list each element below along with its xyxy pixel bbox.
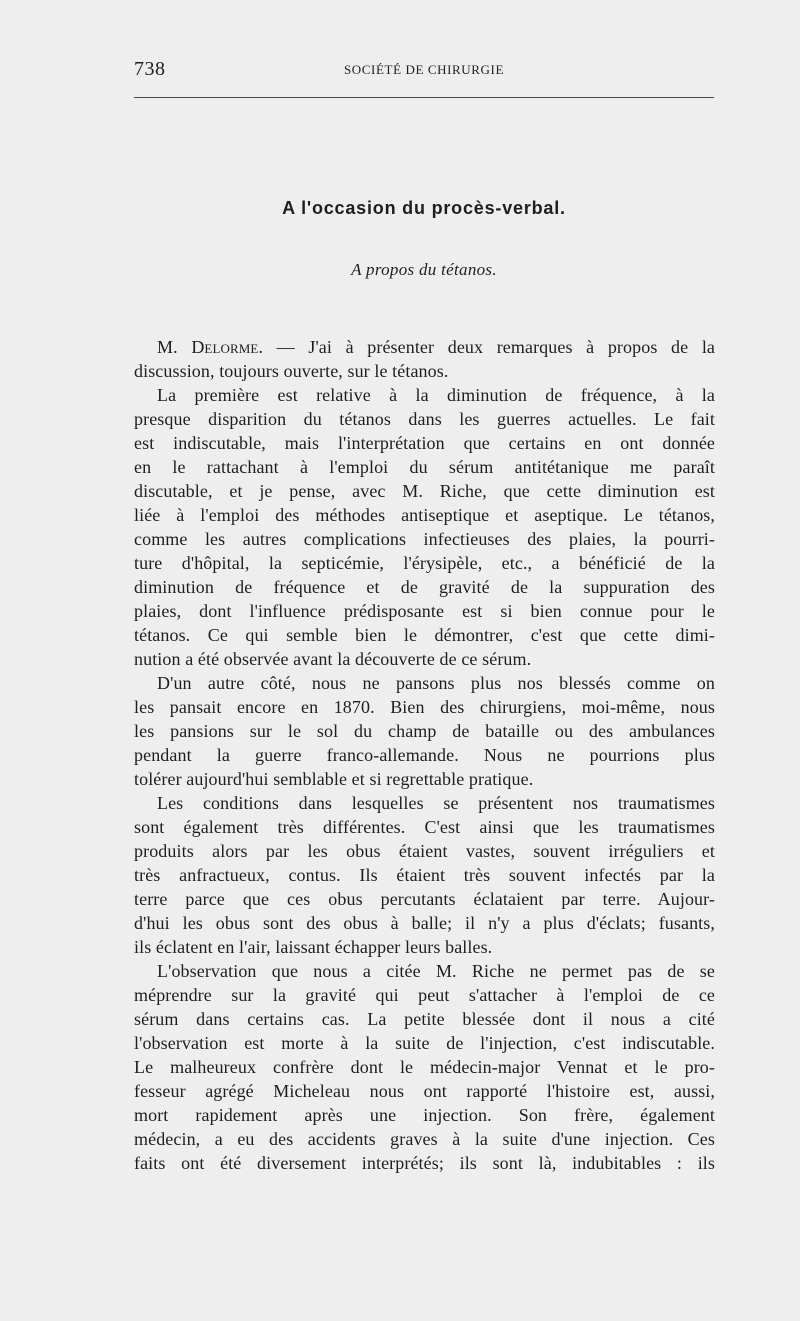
body-line: ture d'hôpital, la septicémie, l'érysipèle, etc., a bénéficié de la — [134, 553, 715, 573]
page-number: 738 — [134, 58, 166, 80]
body-line: est indiscutable, mais l'interprétation que certains en ont donnée — [134, 433, 715, 453]
body-line-text: . — J'ai à présenter deux remarques à propos de la — [258, 337, 716, 357]
body-line: mort rapidement après une injection. Son frère, également — [134, 1105, 715, 1125]
body-line: d'hui les obus sont des obus à balle; il n'y a plus d'éclats; fusants, — [134, 913, 715, 933]
body-line: presque disparition du tétanos dans les guerres actuelles. Le fait — [134, 409, 715, 429]
body-line: faits ont été diversement interprétés; ils sont là, indubitables : ils — [134, 1153, 715, 1173]
body-line: les pansions sur le sol du champ de bataille ou des ambulances — [134, 721, 715, 741]
body-line: produits alors par les obus étaient vastes, souvent irréguliers et — [134, 841, 715, 861]
body-line: les pansait encore en 1870. Bien des chirurgiens, moi-même, nous — [134, 697, 715, 717]
body-line: nution a été observée avant la découverte de ce sérum. — [134, 649, 532, 669]
body-line: La première est relative à la diminution de fréquence, à la — [157, 385, 715, 405]
body-line — [157, 335, 715, 359]
body-line: sérum dans certains cas. La petite blessée dont il nous a cité — [134, 1009, 715, 1029]
body-line: l'observation est morte à la suite de l'injection, c'est indiscutable. — [134, 1033, 715, 1053]
body-line: L'observation que nous a citée M. Riche ne permet pas de se — [157, 961, 715, 981]
running-head: SOCIÉTÉ DE CHIRURGIE — [343, 62, 505, 77]
body-line: terre parce que ces obus percutants éclataient par terre. Aujour- — [134, 889, 715, 909]
body-line: ils éclatent en l'air, laissant échapper leurs balles. — [134, 937, 493, 957]
body-line: pendant la guerre franco-allemande. Nous ne pourrions plus — [134, 745, 715, 765]
header-rule — [134, 97, 714, 98]
body-line: très anfractueux, contus. Ils étaient très souvent infectés par la — [134, 865, 715, 885]
body-line: tolérer aujourd'hui semblable et si regrettable pratique. — [134, 769, 534, 789]
body-line: plaies, dont l'influence prédisposante est si bien connue pour le — [134, 601, 715, 621]
body-line: en le rattachant à l'emploi du sérum antitétanique me paraît — [134, 457, 715, 477]
body-line: fesseur agrégé Micheleau nous ont rapporté l'histoire est, aussi, — [134, 1081, 715, 1101]
body-line: liée à l'emploi des méthodes antiseptique et aseptique. Le tétanos, — [134, 505, 715, 525]
body-line: discussion, toujours ouverte, sur le tétanos. — [134, 361, 449, 381]
body-line: sont également très différentes. C'est ainsi que les traumatismes — [134, 817, 715, 837]
body-line: discutable, et je pense, avec M. Riche, que cette diminution est — [134, 481, 715, 501]
body-line: diminution de fréquence et de gravité de la suppuration des — [134, 577, 715, 597]
body-line: Le malheureux confrère dont le médecin-major Vennat et le pro- — [134, 1057, 715, 1077]
speaker-name: Delorme — [191, 337, 259, 357]
speaker-prefix: M. — [157, 337, 192, 357]
body-line: tétanos. Ce qui semble bien le démontrer, c'est que cette dimi- — [134, 625, 715, 645]
body-line: médecin, a eu des accidents graves à la suite d'une injection. Ces — [134, 1129, 715, 1149]
body-line: méprendre sur la gravité qui peut s'attacher à l'emploi de ce — [134, 985, 715, 1005]
body-line: comme les autres complications infectieuses des plaies, la pourri- — [134, 529, 715, 549]
section-subtitle: A propos du tétanos. — [351, 260, 497, 279]
body-line: D'un autre côté, nous ne pansons plus nos blessés comme on — [157, 673, 715, 693]
body-line: Les conditions dans lesquelles se présentent nos traumatismes — [157, 793, 715, 813]
section-title: A l'occasion du procès-verbal. — [282, 198, 566, 218]
